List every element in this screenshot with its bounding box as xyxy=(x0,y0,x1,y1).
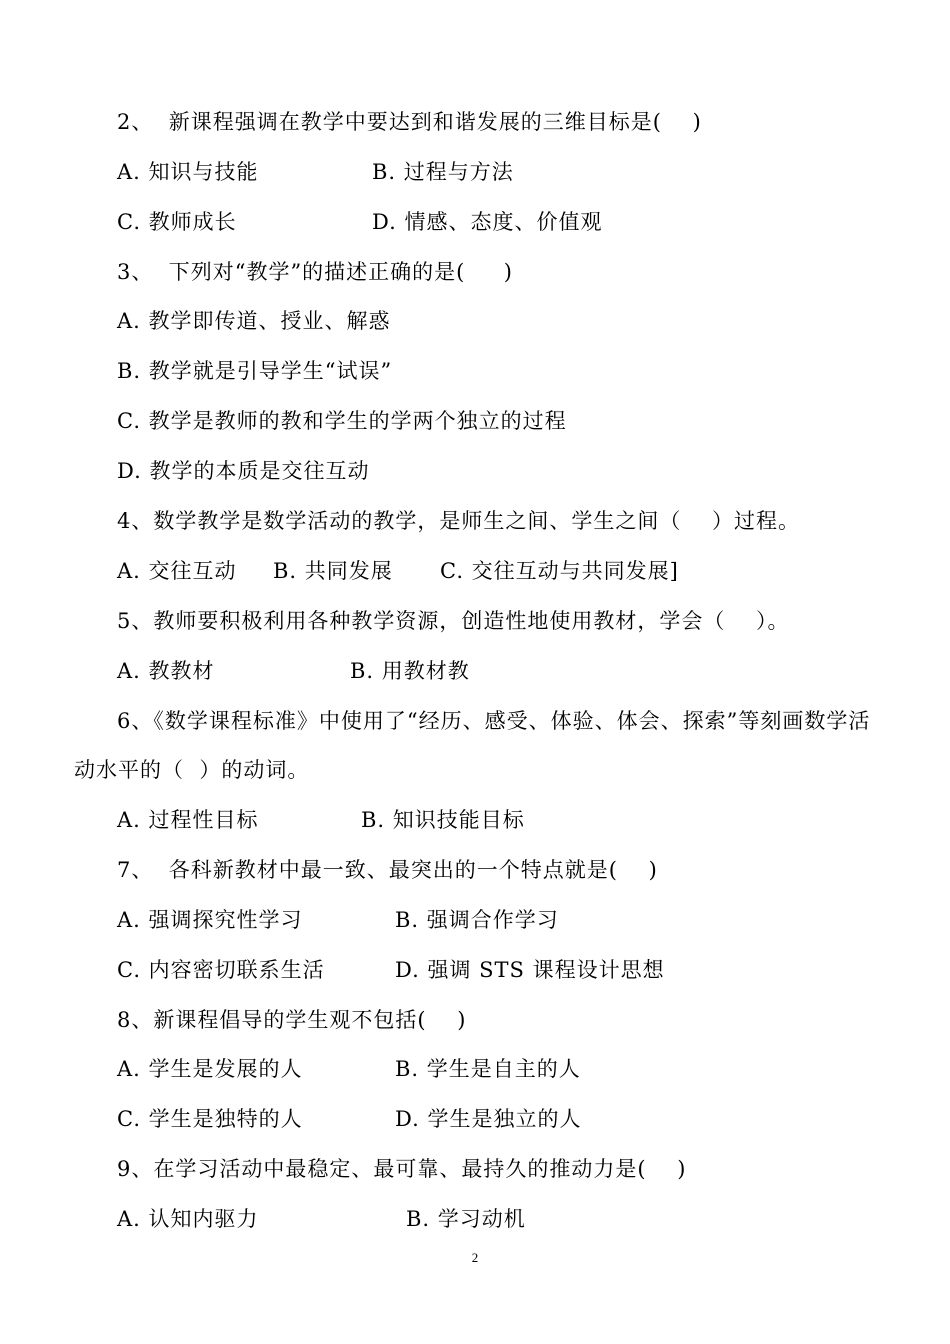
question-2-stem: 2、 新课程强调在教学中要达到和谐发展的三维目标是( ) xyxy=(117,110,702,134)
question-6-option-a: A. 过程性目标 xyxy=(117,808,259,832)
page-number: 2 xyxy=(471,1250,479,1265)
question-2-option-b: B. 过程与方法 xyxy=(372,160,514,184)
question-9-option-a: A. 认知内驱力 xyxy=(117,1207,259,1231)
question-8-option-a: A. 学生是发展的人 xyxy=(117,1057,303,1081)
question-2-option-d: D. 情感、态度、价值观 xyxy=(372,210,603,234)
question-2-option-a: A. 知识与技能 xyxy=(117,160,259,184)
question-6-stem-line1: 6、《数学课程标准》中使用了“经历、感受、体验、体会、探索”等刻画数学活 xyxy=(117,709,871,733)
question-4-option-c: C. 交往互动与共同发展] xyxy=(440,559,679,583)
question-8-stem: 8、新课程倡导的学生观不包括( ) xyxy=(117,1008,467,1032)
question-7-option-d: D. 强调 STS 课程设计思想 xyxy=(395,958,665,982)
question-5-option-b: B. 用教材教 xyxy=(350,659,470,683)
question-8-option-d: D. 学生是独立的人 xyxy=(395,1107,582,1131)
question-3-option-d: D. 教学的本质是交往互动 xyxy=(117,459,370,483)
question-7-option-a: A. 强调探究性学习 xyxy=(117,908,303,932)
question-4-option-b: B. 共同发展 xyxy=(273,559,393,583)
question-8-option-b: B. 学生是自主的人 xyxy=(395,1057,581,1081)
question-3-stem: 3、 下列对“教学”的描述正确的是( ) xyxy=(117,260,513,284)
question-4-option-a: A. 交往互动 xyxy=(117,559,237,583)
question-2-option-c: C. 教师成长 xyxy=(117,210,237,234)
question-8-option-c: C. 学生是独特的人 xyxy=(117,1107,303,1131)
question-6-stem-line2: 动水平的（ ）的动词。 xyxy=(74,758,310,782)
question-9-option-b: B. 学习动机 xyxy=(406,1207,526,1231)
question-7-option-b: B. 强调合作学习 xyxy=(395,908,559,932)
question-3-option-b: B. 教学就是引导学生“试误” xyxy=(117,359,393,383)
question-7-option-c: C. 内容密切联系生活 xyxy=(117,958,325,982)
question-7-stem: 7、 各科新教材中最一致、最突出的一个特点就是( ) xyxy=(117,858,658,882)
question-4-stem: 4、数学教学是数学活动的教学，是师生之间、学生之间（ ）过程。 xyxy=(117,509,801,533)
question-6-option-b: B. 知识技能目标 xyxy=(361,808,525,832)
question-5-stem: 5、教师要积极利用各种教学资源，创造性地使用教材，学会（ ）。 xyxy=(117,609,790,633)
question-9-stem: 9、在学习活动中最稳定、最可靠、最持久的推动力是( ) xyxy=(117,1157,687,1181)
question-3-option-a: A. 教学即传道、授业、解惑 xyxy=(117,309,391,333)
question-3-option-c: C. 教学是教师的教和学生的学两个独立的过程 xyxy=(117,409,567,433)
question-5-option-a: A. 教教材 xyxy=(117,659,215,683)
